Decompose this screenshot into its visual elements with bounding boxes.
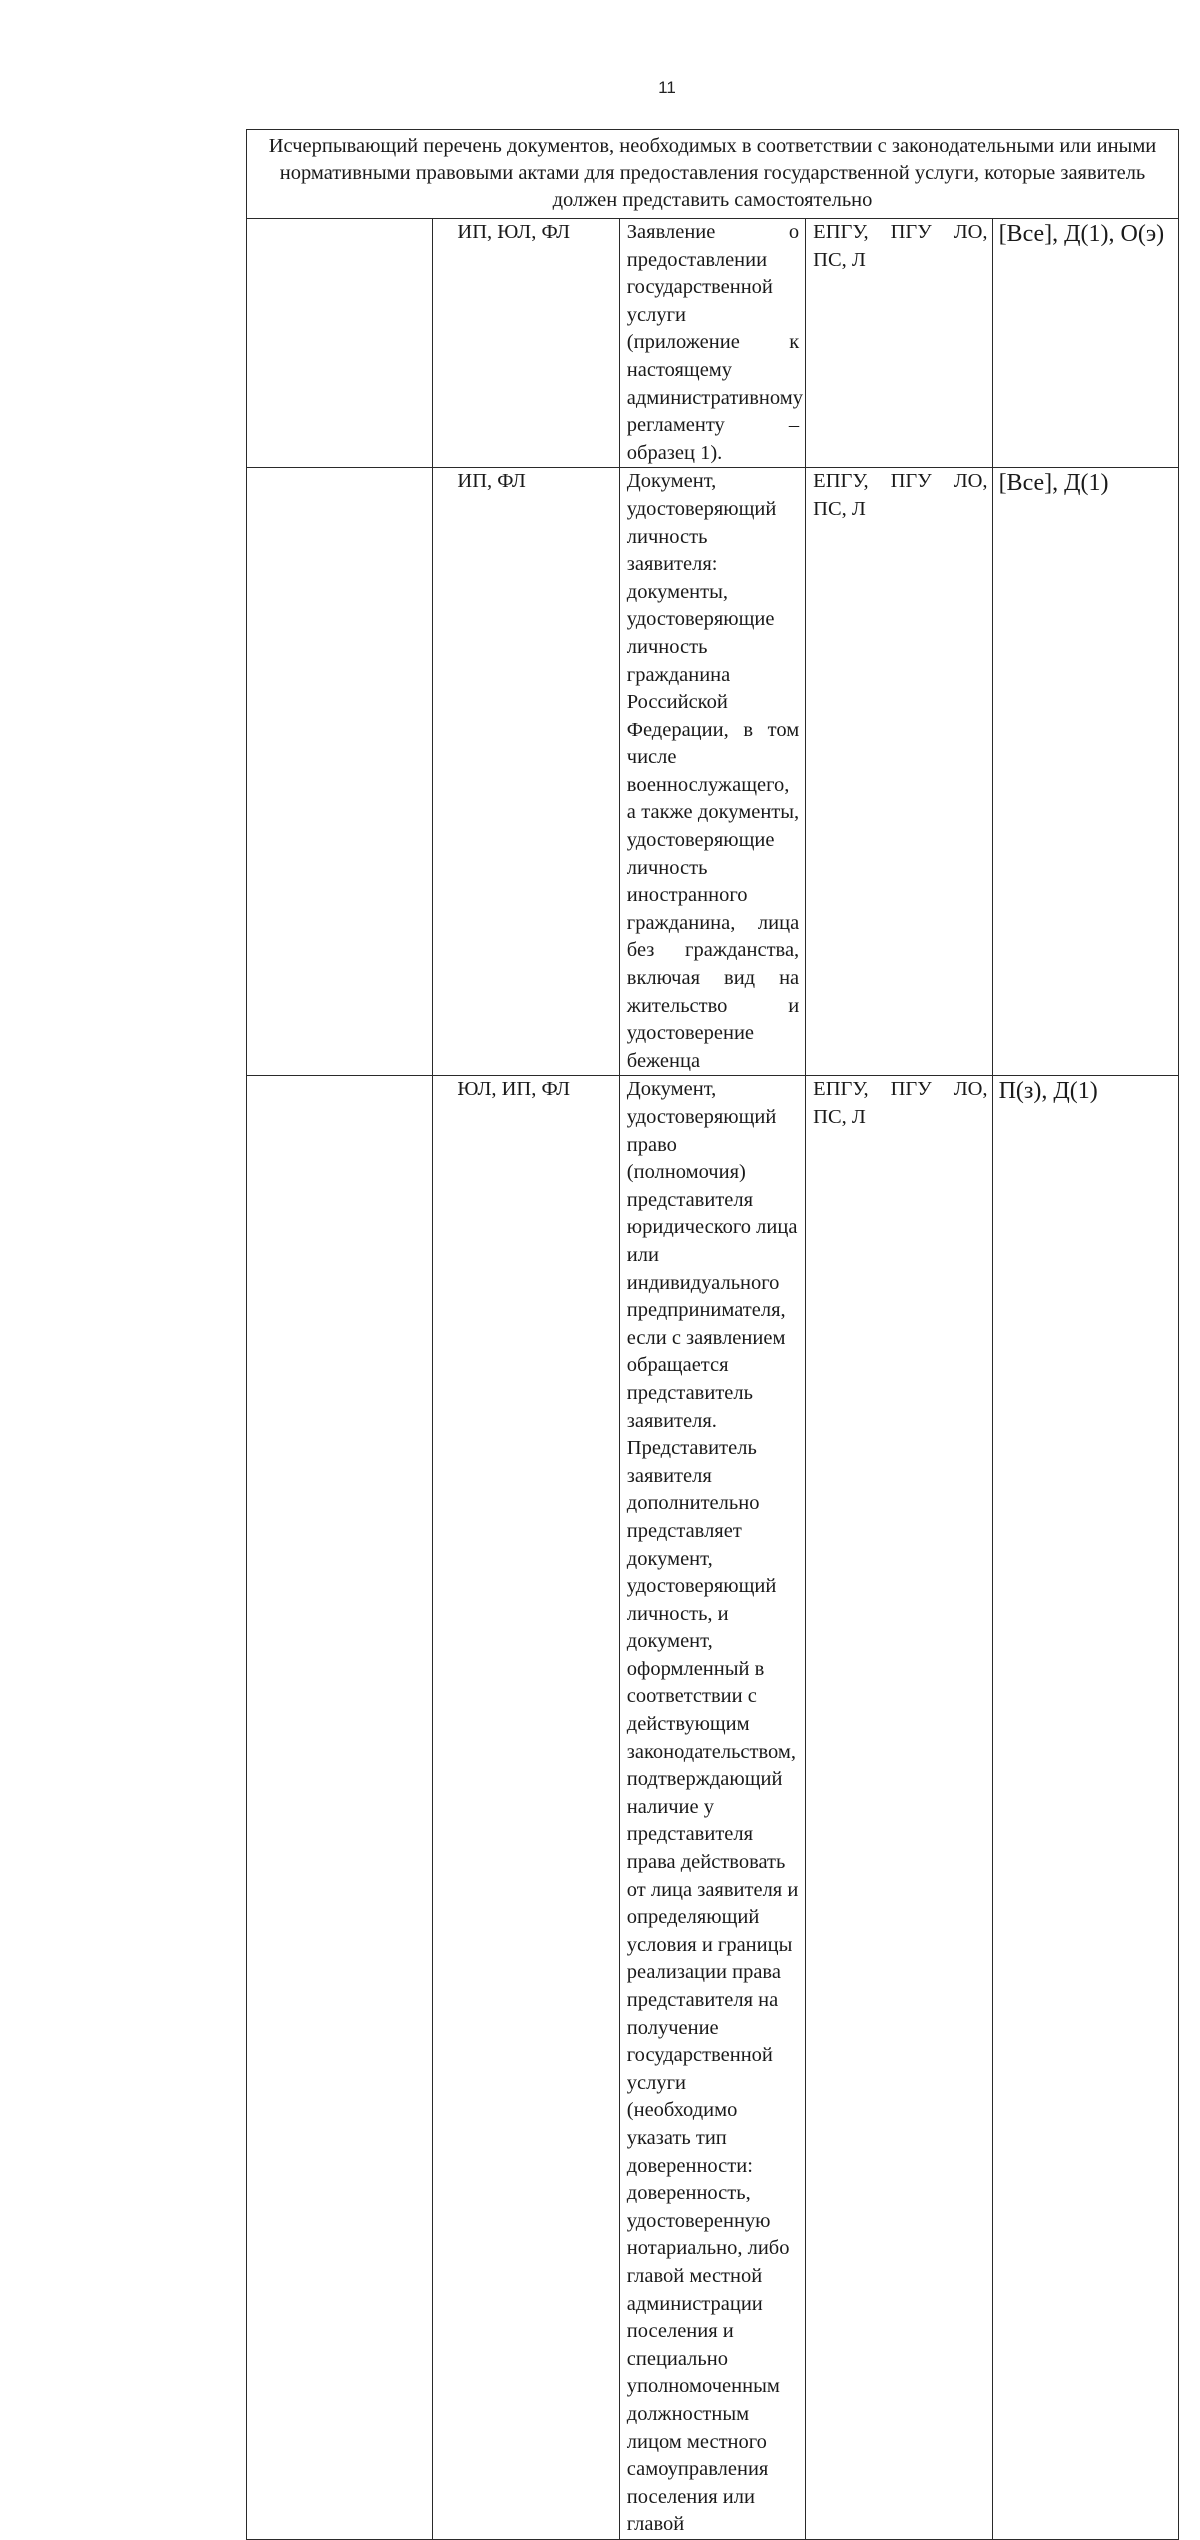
row-number-cell [247,219,433,468]
applicants-cell: ИП, ФЛ [433,468,619,1076]
table-header: Исчерпывающий перечень документов, необходимых в соответствии с законодательными или иными нормативными правовыми актами для предоставления государственной услуги, которые заявитель должен представить самостоятельно [247,130,1179,219]
table-row [247,219,1179,468]
table-header-row [247,130,1179,219]
applicants-cell: ЮЛ, ИП, ФЛ [433,1076,619,2539]
channels-cell: ЕПГУ, ПГУ ЛО, ПС, Л [806,1076,992,2539]
form-cell: [Все], Д(1), О(э) [992,219,1178,468]
applicants-cell: ИП, ЮЛ, ФЛ [433,219,619,468]
document-cell: Заявление о предоставлении государственной услуги (приложение к настоящему административному регламенту – образец 1). [619,219,805,468]
document-cell: Документ, удостоверяющий личность заявителя: документы, удостоверяющие личность гражданина Российской Федерации, в том числе военнослужащего, а также документы, удостоверяющие личность иностранного гражданина, лица без гражданства, включая вид на жительство и удостоверение беженца [619,468,805,1076]
document-paragraph: Документ, удостоверяющий право (полномочия) представителя юридического лица или индивидуального предпринимателя, если с заявлением обращается представитель заявителя. [626,1078,798,1432]
row-number-cell [247,468,433,1076]
document-cell [619,1076,805,2539]
form-cell: [Все], Д(1) [992,468,1178,1076]
document-paragraph-continued: Представитель заявителя дополнительно представляет документ, удостоверяющий личность, и документ, оформленный в соответствии с действующим законодательством, подтверждающий наличие у представителя права действовать от лица заявителя и определяющий условия и границы реализации права представителя на получение государственной услуги (необходимо указать тип доверенности: доверенность, удостоверенную нотариально, либо главой местной администрации поселения и специально уполномоченным должностным лицом местного самоуправления поселения или главой [626,1437,799,2536]
table-row [247,468,1179,1076]
channels-cell: ЕПГУ, ПГУ ЛО, ПС, Л [806,219,992,468]
row-number-cell [247,1076,433,2539]
table-row [247,1076,1179,2539]
documents-table [246,129,1179,2540]
form-cell: П(з), Д(1) [992,1076,1178,2539]
channels-cell: ЕПГУ, ПГУ ЛО, ПС, Л [806,468,992,1076]
page-number: 11 [658,78,676,97]
